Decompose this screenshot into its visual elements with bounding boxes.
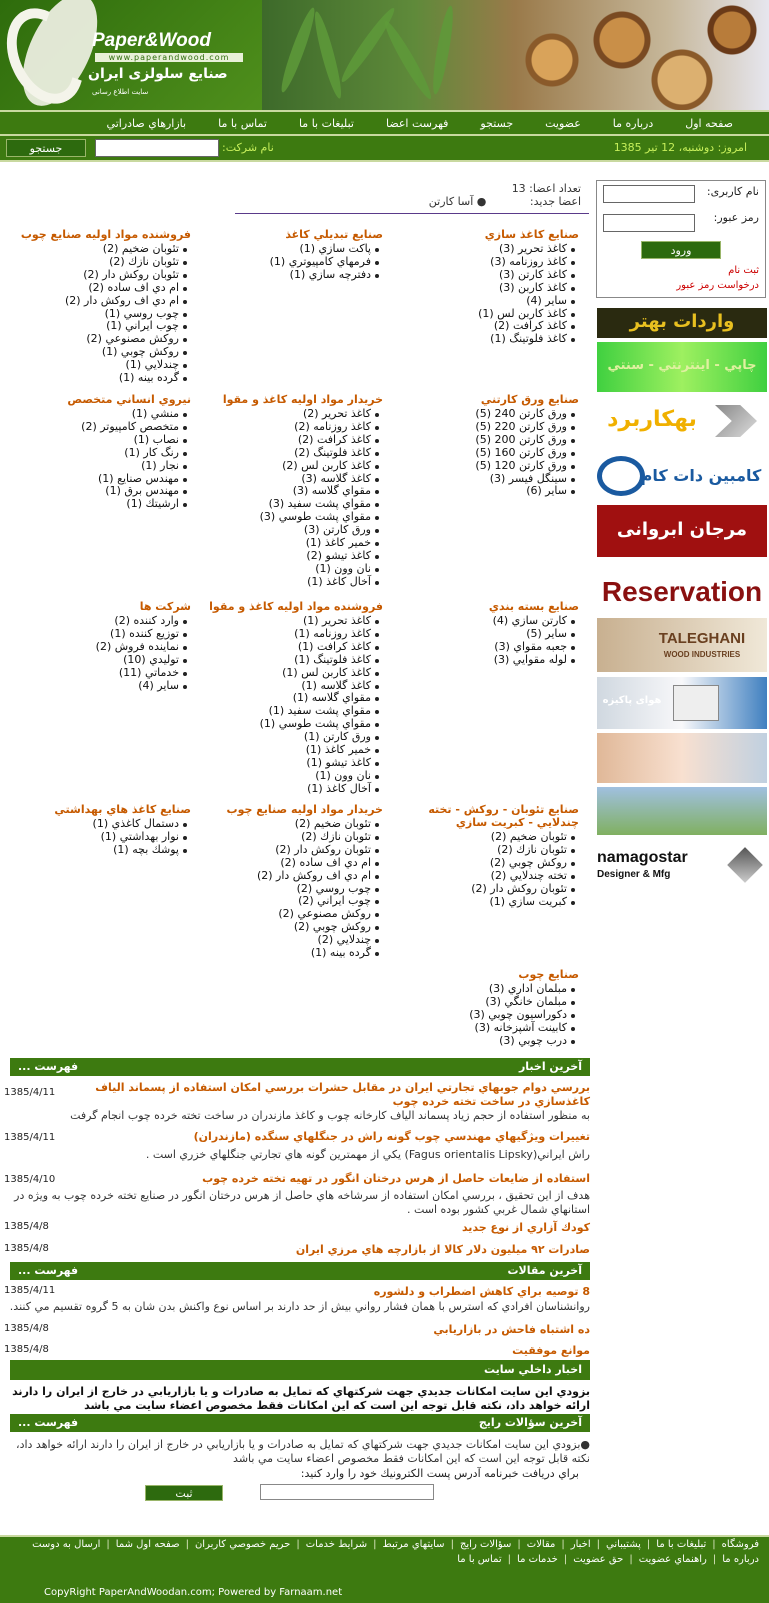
category-sanitary-paper [11,803,191,857]
divider [235,213,589,214]
logo-persian-name: صنایع سلولزی ایران [88,66,228,82]
category-item[interactable]: كبريت سازي (1) [399,896,567,909]
category-item[interactable]: تئوبان ضخيم (2) [203,818,371,831]
category-item[interactable]: كاغذ تيشو (1) [203,757,371,770]
ad-banner-text: چاپي - اینترنتي - سنتي [607,358,757,373]
leaf-shape [311,10,346,100]
category-item[interactable]: كاغذ فلوتينگ (1) [399,333,567,346]
member-count: تعداد اعضا: 13 [511,182,581,195]
category-item[interactable]: ام دي اف روكش دار (2) [203,870,371,883]
footer-link[interactable]: سايتهاي مرتبط [382,1539,445,1550]
internal-news-header [10,1360,590,1380]
footer-link[interactable]: تبليغات با ما [656,1539,707,1550]
category-item[interactable]: نوار بهداشتي (1) [11,831,179,844]
category-item[interactable]: كاغذ كرافت (2) [203,434,371,447]
main-nav [0,110,769,136]
category-item[interactable]: چوب ايراني (1) [11,320,179,333]
article-title-link[interactable]: 8 توصيه براي كاهش اضطراب و دلشوره [373,1285,590,1298]
category-item[interactable]: ورق كارتن 120 (5) [399,460,567,473]
search-button[interactable]: جستجو [6,139,86,157]
category-item[interactable]: كاغذ كارتن (3) [399,269,567,282]
nav-advertise[interactable]: تبليغات با ما [298,116,354,130]
category-item[interactable]: دكوراسيون چوبي (3) [399,1009,567,1022]
article-date: 1385/4/11 [4,1285,56,1296]
footer-separator: | [517,1539,521,1550]
nav-membership[interactable]: عضويت [545,116,581,130]
articles-list-link[interactable]: فهرست ... [18,1264,79,1277]
username-label: نام کاربری: [706,185,759,198]
footer-separator: | [296,1539,300,1550]
article-summary: روانشناسان افرادي كه استرس با همان فشار رواني بيش از حد دارند بر اساس نوع واكنش بدن شان به 5 گروه تقسيم مي كنند. [9,1300,590,1313]
article-date: 1385/4/8 [4,1323,49,1334]
category-item[interactable]: درب چوبي (3) [399,1035,567,1048]
category-item[interactable]: گرده بينه (1) [11,372,179,385]
category-item[interactable]: تخته چندلايي (2) [399,870,567,883]
category-item[interactable]: تئوبان روكش دار (2) [203,844,371,857]
category-item[interactable]: مهندس صنايع (1) [11,473,179,486]
category-item[interactable]: كارتن سازي (4) [399,615,567,628]
category-item[interactable]: مهندس برق (1) [11,485,179,498]
category-item[interactable]: دفترچه سازي (1) [203,269,371,282]
category-item[interactable]: مبلمان خانگي (3) [399,996,567,1009]
category-companies [11,600,191,692]
news-list-link[interactable]: فهرست ... [18,1060,79,1073]
ad-banner-better-import[interactable] [597,308,767,338]
category-item[interactable]: كاغذ تحرير (2) [203,408,371,421]
category-item[interactable]: كاغذ تيشو (2) [203,550,371,563]
leaf-shape [380,18,435,102]
category-item[interactable]: آخال كاغذ (1) [203,576,371,589]
member-counts [429,182,581,208]
air-purifier-icon [673,685,719,721]
footer-link[interactable]: راهنماي عضويت [638,1554,707,1565]
footer-link[interactable]: خدمات ما [517,1554,558,1565]
category-item[interactable]: نماينده فروش (2) [11,641,179,654]
footer-link[interactable]: ارسال به دوست [32,1539,101,1550]
news-title: آخرين اخبار [518,1060,582,1073]
ad-banner-subtext: WOOD INDUSTRIES [663,650,741,659]
category-item[interactable]: منشي (1) [11,408,179,421]
nav-search[interactable]: جستجو [480,116,514,130]
category-paper-industry [399,228,579,346]
footer-separator: | [373,1539,377,1550]
category-item[interactable]: كاغذ گلاسه (3) [203,473,371,486]
ad-banner-combine[interactable] [597,452,767,500]
ad-banner-subtext: Designer & Mfg [597,869,671,880]
category-item[interactable]: سينگل فيسر (3) [399,473,567,486]
footer-separator: | [629,1554,633,1565]
category-item[interactable]: متخصص كامپيوتر (2) [11,421,179,434]
nav-contact[interactable]: تماس با ما [218,116,267,130]
footer-separator: | [712,1554,717,1565]
nav-home[interactable]: صفحه اول [685,116,733,130]
category-item[interactable]: فرمهاي كامپيوتري (1) [203,256,371,269]
category-item[interactable]: روكش مصنوعي (2) [203,908,371,921]
articles-title: آخرين مقالات [507,1264,582,1277]
footer-link[interactable]: حريم خصوصي كاربران [194,1539,291,1550]
faq-text-content: بزودي اين سايت امكانات جديدي جهت شركتهاي كه تمايل به صادرات و يا بازاريابي در خارج از ايران را دارند ارائه خواهد داد، نكته قابل توجه اين است كه اين امكانات فقط مخصوص اعضاء سايت مي باشد [16,1438,590,1465]
category-item[interactable]: كاغذ روزنامه (3) [399,256,567,269]
login-button[interactable]: ورود [641,241,721,259]
category-item[interactable]: ساير (5) [399,628,567,641]
category-item[interactable]: مقواي پشت سفيد (3) [203,498,371,511]
category-title[interactable]: صنايع ورق كارتني [480,393,579,406]
newsletter-email-input[interactable] [260,1484,434,1500]
category-item[interactable]: رنگ كار (1) [11,447,179,460]
category-item[interactable]: كاغذ روزنامه (2) [203,421,371,434]
category-item[interactable]: تئوبان روكش دار (2) [399,883,567,896]
category-item[interactable]: ام دي اف ساده (2) [203,857,371,870]
category-item[interactable]: ورق كارتن (1) [203,731,371,744]
footer-link[interactable]: شرايط خدمات [305,1539,368,1550]
diamond-logo-icon [727,847,763,883]
search-bar [0,136,769,162]
faq-list-link[interactable]: فهرست ... [18,1416,79,1429]
site-header [0,0,769,110]
footer-link[interactable]: حق عضويت [573,1554,624,1565]
footer-link[interactable]: تماس با ما [457,1554,502,1565]
ad-banner-text: namagostar [597,849,688,866]
category-item[interactable]: چوب روسي (1) [11,308,179,321]
category-paper-materials-seller [203,600,383,796]
ad-banner-text: بهکاربرد [607,407,697,432]
faq-text[interactable]: ●بزودي اين سايت امكانات جديدي جهت شركتهاي كه تمايل به صادرات و يا بازاريابي در خارج از ايران را دارند ارائه خواهد داد، نكته قابل توجه اين است كه اين امكانات فقط مخصوص اعضاء سايت مي باشد [16,1438,590,1465]
category-item[interactable]: تئوبان نازك (2) [399,844,567,857]
category-item[interactable]: ساير (6) [399,485,567,498]
category-item[interactable]: روكش چوبي (1) [11,346,179,359]
new-member-name: آسا كارتن [428,195,474,208]
category-paper-conversion [203,228,383,282]
newsletter-label: براي دريافت خبرنامه آدرس پست الكترونيك خود را وارد كنيد: [300,1467,579,1480]
category-item[interactable]: مقواي پشت طوسي (1) [203,718,371,731]
category-title[interactable]: صنايع تئوبان - روكش - تخته چندلايي - كبريت سازي [428,803,579,829]
category-item[interactable]: تئوبان نازك (2) [203,831,371,844]
arrow-logo-icon [715,405,757,437]
ad-banner-text: کامبین دات کام [640,466,762,485]
category-item[interactable]: دستمال كاغذي (1) [11,818,179,831]
category-carton-sheets [399,393,579,498]
footer-link[interactable]: صفحه اول شما [115,1539,180,1550]
category-item[interactable]: ورق كارتن (3) [203,524,371,537]
leaf-shape [429,5,456,96]
ad-banner-text: مرجان ابروانی [616,519,748,540]
category-item[interactable]: تئوبان نازك (2) [11,256,179,269]
category-item[interactable]: كاغذ كرافت (1) [203,641,371,654]
footer-links-row-2 [3,1554,763,1565]
category-item[interactable]: مقواي گلاسه (3) [203,485,371,498]
category-wood-materials-seller [11,228,191,385]
internal-news-title: اخبار داخلي سايت [484,1363,582,1376]
news-header [10,1058,590,1076]
footer-links-row-1 [3,1539,763,1550]
article-title-link[interactable]: ده اشتباه فاحش در بازاريابي [433,1323,590,1336]
forgot-password-link[interactable]: درخواست رمز عبور [676,280,759,291]
category-item[interactable]: چوب روسي (2) [203,883,371,896]
category-item[interactable]: كاغذ كرافت (2) [399,320,567,333]
category-item[interactable]: ورق كارتن 160 (5) [399,447,567,460]
category-item[interactable]: كاغذ كاربن (3) [399,282,567,295]
category-title[interactable]: صنايع بسته بندي [488,600,579,613]
article-title-link[interactable]: موانع موفقيت [512,1344,590,1357]
category-item[interactable]: روكش چوبي (2) [399,857,567,870]
category-item[interactable]: مقواي گلاسه (1) [203,692,371,705]
articles-header [10,1262,590,1280]
new-member-link[interactable]: ● آسا كارتن [428,195,487,208]
ad-banner-behkarbord[interactable] [597,397,767,447]
news-date: 1385/4/11 [4,1132,56,1143]
category-item[interactable]: ارشيتك (1) [11,498,179,511]
category-item[interactable]: روكش مصنوعي (2) [11,333,179,346]
news-date: 1385/4/11 [4,1087,56,1098]
ad-banner-text: هوای پاکیزه [602,695,662,706]
news-date: 1385/4/10 [4,1174,56,1185]
category-item[interactable]: چوب ايراني (2) [203,895,371,908]
news-title-link[interactable]: كودك آزاري از نوع جديد [461,1221,590,1234]
category-item[interactable]: كاغذ فلوتينگ (2) [203,447,371,460]
category-item[interactable]: آخال كاغذ (1) [203,783,371,796]
article-date: 1385/4/8 [4,1344,49,1355]
leaf-shape [337,5,398,86]
category-item[interactable]: كاغذ تحرير (1) [203,615,371,628]
category-item[interactable]: پاكت سازي (1) [203,243,371,256]
category-item[interactable]: تئوبان ضخيم (2) [399,831,567,844]
company-name-label: نام شركت: [222,141,274,154]
footer-link[interactable]: فروشگاه [721,1539,759,1550]
category-wood-materials-buyer [203,803,383,960]
news-summary: به منظور استفاده از حجم زياد پسماند الياف كارخانه چوب و كاغذ مازندران در ساخت تخته خرده چوب انجام گرفت [70,1109,590,1122]
category-item[interactable]: خدماتي (11) [11,667,179,680]
ad-banner-print[interactable] [597,342,767,392]
site-logo[interactable] [0,0,262,110]
leaf-shape [277,6,319,95]
category-item[interactable]: توليدي (10) [11,654,179,667]
ad-banner-kids-field[interactable] [597,787,767,835]
category-item[interactable]: ورق كارتن 220 (5) [399,421,567,434]
footer-separator: | [507,1554,512,1565]
category-item[interactable]: توزيع كننده (1) [11,628,179,641]
category-item[interactable]: روكش چوبي (2) [203,921,371,934]
news-date: 1385/4/8 [4,1221,49,1232]
username-input[interactable] [603,185,695,203]
category-title[interactable]: صنايع چوب [518,968,579,981]
category-title[interactable]: صنايع كاغذ هاي بهداشتي [54,803,191,816]
ad-banner-taleghani[interactable] [597,618,767,672]
category-item[interactable]: كابينت آشپزخانه (3) [399,1022,567,1035]
footer-separator: | [450,1539,454,1550]
footer-link[interactable]: درباره ما [722,1554,759,1565]
nav-export-markets[interactable]: بازارهاي صادراتي [106,116,187,130]
footer-link[interactable]: مقالات [526,1539,556,1550]
company-search-input[interactable] [95,139,219,157]
category-item[interactable]: وارد كننده (2) [11,615,179,628]
footer-separator: | [561,1539,565,1550]
category-item[interactable]: مقواي پشت سفيد (1) [203,705,371,718]
logo-brand-text: Paper&Wood [92,30,211,51]
footer-link[interactable]: سؤالات رايج [459,1539,512,1550]
category-human-resources [11,393,191,511]
category-title[interactable]: نيروي انساني متخصص [67,393,191,406]
copyright: CopyRight PaperAndWoodan.com; Powered by Farnaam.net [44,1587,343,1598]
ad-banner-baby[interactable] [597,733,767,783]
category-item[interactable]: نصاب (1) [11,434,179,447]
category-title[interactable]: خريدار مواد اوليه صنايع چوب [226,803,383,816]
footer-link[interactable]: پشتيباني [605,1539,641,1550]
category-item[interactable]: نجار (1) [11,460,179,473]
category-item[interactable]: جعبه مقواي (3) [399,641,567,654]
nav-members-list[interactable]: فهرست اعضا [385,116,449,130]
new-members-row [429,195,581,208]
category-title[interactable]: شركت ها [139,600,191,613]
login-box [596,180,766,298]
category-title[interactable]: فروشنده مواد اوليه صنايع چوب [20,228,191,241]
footer-separator: | [106,1539,110,1550]
category-title[interactable]: صنايع كاغذ سازي [484,228,579,241]
category-item[interactable]: خمير كاغذ (1) [203,744,371,757]
footer-separator: | [596,1539,600,1550]
ad-banner-text: واردات بهتر [629,311,735,332]
current-date: امروز: دوشنبه، 12 تير 1385 [613,141,747,154]
ad-banner-reservation[interactable] [597,572,767,614]
password-input[interactable] [603,214,695,232]
header-photo [262,0,769,110]
category-item[interactable]: ساير (4) [11,680,179,693]
footer-separator: | [712,1539,716,1550]
category-item[interactable]: ورق كارتن 240 (5) [399,408,567,421]
category-paper-materials-buyer [203,393,383,589]
ad-banner-clean-air[interactable] [597,677,767,729]
faq-title: آخرين سؤالات رايج [478,1416,582,1429]
faq-header [10,1414,590,1432]
ad-banner-marjan[interactable] [597,505,767,557]
category-wood-industry [399,968,579,1048]
category-item[interactable]: مبلمان اداري (3) [399,983,567,996]
news-title-link[interactable]: بررسي دوام جوبهاي تجارتي ايران در مقابل حشرات بررسي امكان استفاده از پسماند الياف كاغذسازي در ساخت تخته خرده چوب [95,1081,590,1108]
logo-tagline: سایت اطلاع رسانی [92,88,149,96]
category-item[interactable]: ام دي اف روكش دار (2) [11,295,179,308]
category-item[interactable]: چندلايي (2) [203,934,371,947]
category-item[interactable]: ساير (4) [399,295,567,308]
category-item[interactable]: كاغذ فلوتينگ (1) [203,654,371,667]
category-item[interactable]: لوله مقوايي (3) [399,654,567,667]
logo-url: www.paperandwood.com [95,53,243,62]
ad-banner-text: TALEGHANI [658,630,746,647]
newsletter-submit-button[interactable]: ثبت [145,1485,223,1501]
category-title[interactable]: صنايع تبديلي كاغذ [285,228,383,241]
category-item[interactable]: گرده بينه (1) [203,947,371,960]
category-item[interactable]: تئوبان روكش دار (2) [11,269,179,282]
footer-link[interactable]: اخبار [570,1539,591,1550]
footer-separator: | [563,1554,568,1565]
category-item[interactable]: ورق كارتن 200 (5) [399,434,567,447]
category-item[interactable]: كاغذ كاربن لس (1) [203,667,371,680]
category-item[interactable]: كاغذ كاربن لس (1) [399,308,567,321]
news-summary: هدف از اين تحقيق ، بررسي امكان استفاده از سرشاخه هاي حاصل از هرس درختان انگور در صنايع تخته خرده چوب به ويژه در استانهاي شمال غربي كشور بوده است . [14,1189,590,1216]
ad-banner-text: Reservation [601,576,763,607]
site-footer [0,1535,769,1603]
ad-banner-namagostar[interactable] [597,839,767,891]
category-item[interactable]: كاغذ تحرير (3) [399,243,567,256]
footer-separator: | [185,1539,189,1550]
category-item[interactable]: كاغذ كاربن لس (2) [203,460,371,473]
category-item[interactable]: پوشك بچه (1) [11,844,179,857]
internal-news-text: بزودي اين سايت امكانات جديدي جهت شركتهاي كه تمايل به صادرات و يا بازاريابي در خارج از ايران را دارند ارائه خواهد داد، نكته قابل توجه اين است كه اين امكانات فقط مخصوص اعضاء سايت مي باشد [12,1385,590,1412]
category-item[interactable]: نان وون (1) [203,563,371,576]
news-date: 1385/4/8 [4,1243,49,1254]
category-plywood-veneer [399,803,579,908]
nav-about[interactable]: درباره ما [612,116,654,130]
category-item[interactable]: نان وون (1) [203,770,371,783]
category-item[interactable]: كاغذ گلاسه (1) [203,680,371,693]
category-item[interactable]: ام دي اف ساده (2) [11,282,179,295]
category-item[interactable]: چندلايي (1) [11,359,179,372]
category-title[interactable]: فروشنده مواد اوليه كاغذ و مقوا [209,600,383,613]
category-item[interactable]: تئوبان ضخيم (2) [11,243,179,256]
category-packaging [399,600,579,667]
category-item[interactable]: مقواي پشت طوسي (3) [203,511,371,524]
news-title-link[interactable]: صادرات ۹۲ ميليون دلار كالا از بازارچه هاي مرزي ايران [295,1243,590,1256]
password-label: رمز عبور: [713,211,759,224]
category-item[interactable]: خمير كاغذ (1) [203,537,371,550]
category-item[interactable]: كاغذ روزنامه (1) [203,628,371,641]
category-title[interactable]: خريدار مواد اوليه كاغذ و مقوا [222,393,383,406]
news-title-link[interactable]: تغييرات ويژگيهاي مهندسي چوب گونه راش در جنگلهاي سنگده (مازندران) [193,1130,590,1143]
news-summary: راش ايراني(Fagus orientalis Lipsky) يكي از مهمترين گونه هاي تجارتي جنگلهاي خزري است . [145,1148,590,1161]
news-title-link[interactable]: استفاده از ضايعات حاصل از هرس درختان انگور در تهيه تخته خرده چوب [202,1172,590,1185]
footer-separator: | [646,1539,651,1550]
register-link[interactable]: ثبت نام [728,265,759,276]
new-members-label: اعضا جديد: [529,195,581,208]
